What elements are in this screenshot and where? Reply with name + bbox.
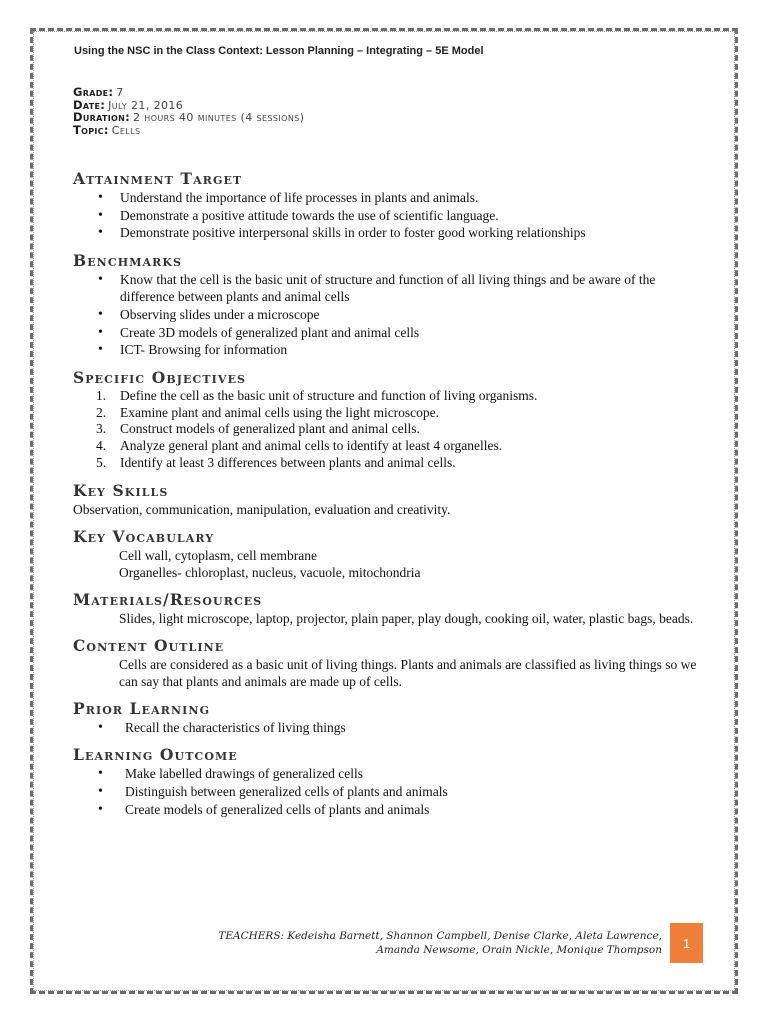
section-heading: Prior Learning xyxy=(73,698,211,718)
section-benchmarks xyxy=(73,251,698,359)
section-heading: Specific Objectives xyxy=(73,367,247,387)
document-header: Using the NSC in the Class Context: Lesson Planning – Integrating – 5E Model xyxy=(74,45,484,57)
section-materials xyxy=(73,590,698,627)
meta-label: Grade: xyxy=(73,85,114,99)
section-learning-outcome xyxy=(73,745,698,818)
list-item: • Create models of generalized cells of plants and animals xyxy=(96,801,698,819)
item-number: 3. xyxy=(96,421,107,437)
numbered-item xyxy=(96,405,698,422)
list-item: • Demonstrate positive interpersonal skills in order to foster good working relationships xyxy=(96,224,698,242)
numbered-item xyxy=(96,438,698,455)
section-content-outline xyxy=(73,636,698,690)
lesson-content xyxy=(73,169,698,827)
lesson-meta xyxy=(73,86,304,136)
list-item: • ICT- Browsing for information xyxy=(96,341,698,359)
meta-value: 2 hours 40 minutes (4 sessions) xyxy=(133,111,305,124)
section-heading: Key Vocabulary xyxy=(73,526,215,546)
item-text: Define the cell as the basic unit of structure and function of living organisms. xyxy=(120,387,538,403)
list-item: • Recall the characteristics of living things xyxy=(96,719,698,737)
teachers-line: Amanda Newsome, Orain Nickle, Monique Thompson xyxy=(376,944,662,956)
list-item: • Understand the importance of life processes in plants and animals. xyxy=(96,189,698,207)
section-text: Observation, communication, manipulation, evaluation and creativity. xyxy=(73,501,451,517)
teachers-line: TEACHERS: Kedeisha Barnett, Shannon Campbell, Denise Clarke, Aleta Lawrence, xyxy=(218,930,662,942)
numbered-item xyxy=(96,421,698,438)
section-text: Slides, light microscope, laptop, projector, plain paper, play dough, cooking oil, water, plastic bags, beads. xyxy=(119,610,694,626)
numbered-item xyxy=(96,455,698,472)
list-item: • Distinguish between generalized cells of plants and animals xyxy=(96,783,698,801)
section-heading: Benchmarks xyxy=(73,250,183,270)
list-item: • Demonstrate a positive attitude towards the use of scientific language. xyxy=(96,207,698,225)
section-text: Cell wall, cytoplasm, cell membrane xyxy=(119,547,317,563)
section-text: Cells are considered as a basic unit of living things. Plants and animals are classified as living things so we can say that plants and animals are made up of cells. xyxy=(119,656,697,689)
meta-value: Cells xyxy=(111,123,141,137)
list-item: • Know that the cell is the basic unit of structure and function of all living things and be aware of the difference between plants and animal cells xyxy=(96,271,698,306)
meta-value: 7 xyxy=(116,86,124,99)
meta-label: Duration: xyxy=(73,110,131,124)
section-specific-objectives xyxy=(73,368,698,472)
section-text: Organelles- chloroplast, nucleus, vacuole, mitochondria xyxy=(119,564,421,580)
item-text: Examine plant and animal cells using the light microscope. xyxy=(120,404,440,420)
item-number: 4. xyxy=(96,438,107,454)
meta-grade xyxy=(73,86,304,99)
item-text: Construct models of generalized plant and animal cells. xyxy=(120,421,420,437)
list-item: • Make labelled drawings of generalized cells xyxy=(96,765,698,783)
section-heading: Content Outline xyxy=(73,635,225,655)
teachers-credit xyxy=(218,929,662,957)
meta-topic xyxy=(73,124,304,137)
item-text: Analyze general plant and animal cells to identify at least 4 organelles. xyxy=(120,438,503,454)
section-heading: Learning Outcome xyxy=(73,745,238,765)
section-heading: Key Skills xyxy=(73,480,169,500)
section-heading: Materials/Resources xyxy=(73,589,263,609)
item-text: Identify at least 3 differences between plants and animal cells. xyxy=(120,454,456,470)
item-number: 5. xyxy=(96,454,107,470)
item-number: 1. xyxy=(96,387,107,403)
section-attainment-target xyxy=(73,169,698,242)
list-item: • Observing slides under a microscope xyxy=(96,306,698,324)
section-heading: Attainment Target xyxy=(73,169,243,188)
list-item: • Create 3D models of generalized plant and animal cells xyxy=(96,324,698,342)
meta-label: Date: xyxy=(73,97,106,112)
meta-value: July 21, 2016 xyxy=(108,98,184,112)
numbered-item xyxy=(96,388,698,405)
section-prior-learning xyxy=(73,699,698,737)
section-key-skills xyxy=(73,481,698,518)
page-number-badge: 1 xyxy=(670,923,703,963)
item-number: 2. xyxy=(96,404,107,420)
meta-label: Topic: xyxy=(73,122,109,137)
section-key-vocabulary xyxy=(73,527,698,581)
